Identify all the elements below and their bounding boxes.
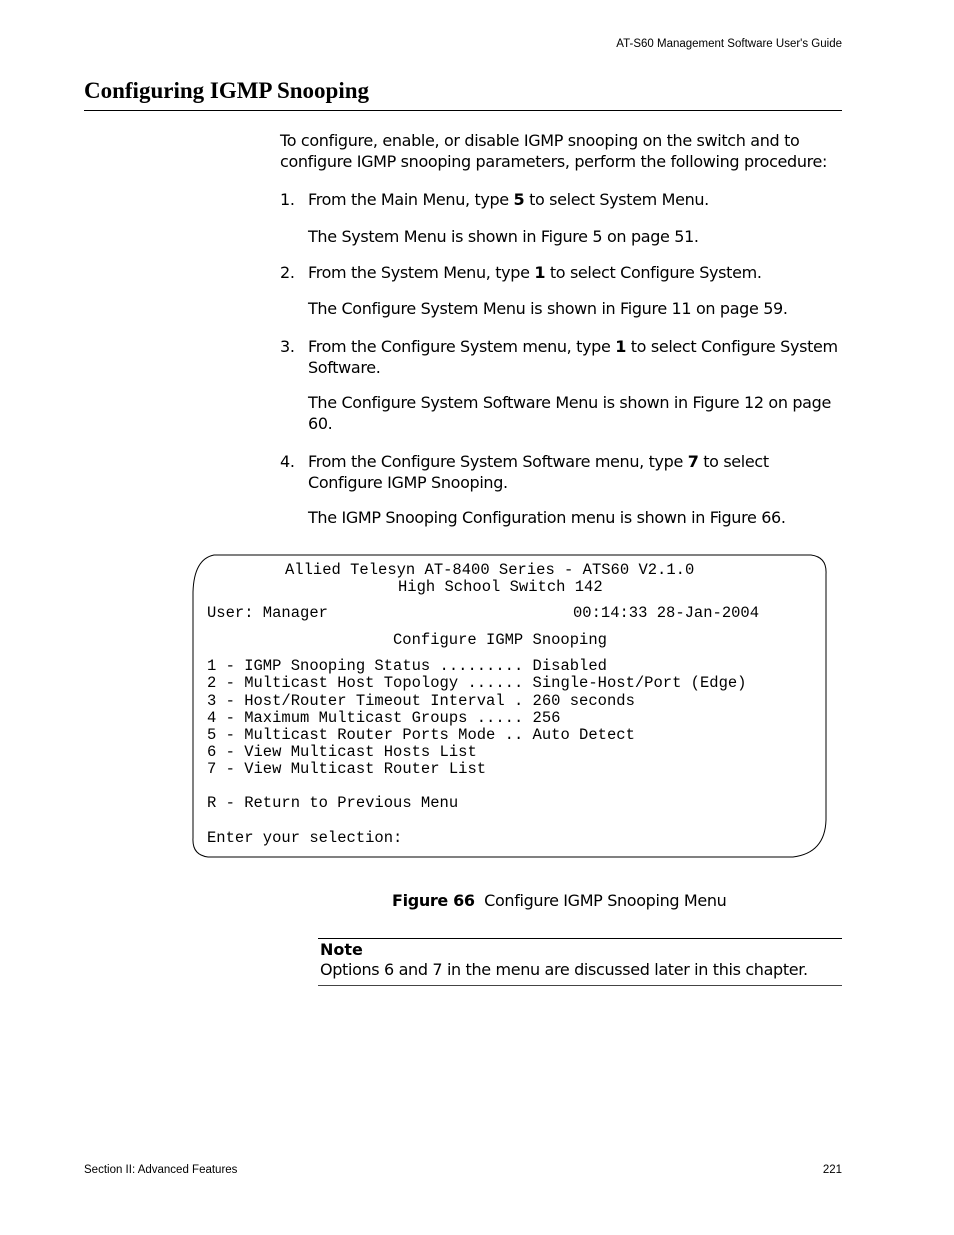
step-number: 2.: [280, 263, 295, 282]
terminal-prompt[interactable]: Enter your selection:: [207, 829, 403, 847]
step-1-result: The System Menu is shown in Figure 5 on page 51.: [308, 227, 699, 246]
menu-key: 1: [615, 337, 627, 356]
step-4-result: The IGMP Snooping Configuration menu is shown in Figure 66.: [308, 508, 786, 527]
step-2-result: The Configure System Menu is shown in Figure 11 on page 59.: [308, 299, 788, 318]
terminal-user: User: Manager: [207, 604, 328, 622]
note-text: Options 6 and 7 in the menu are discussed later in this chapter.: [320, 960, 808, 979]
page-number: 221: [822, 1164, 842, 1176]
step-number: 1.: [280, 190, 295, 209]
step-number: 4.: [280, 452, 295, 471]
menu-option-host-router-timeout[interactable]: 3 - Host/Router Timeout Interval . 260 seconds: [207, 692, 635, 710]
intro-paragraph: To configure, enable, or disable IGMP snooping on the switch and to configure IGMP snooping parameters, perform the following procedure:: [280, 131, 828, 171]
footer-section: Section II: Advanced Features: [84, 1164, 238, 1176]
note-heading: Note: [320, 940, 363, 959]
step-text: From the Main Menu, type 5 to select System Menu.: [308, 190, 709, 209]
menu-option-view-router-list[interactable]: 7 - View Multicast Router List: [207, 760, 487, 778]
menu-option-view-hosts-list[interactable]: 6 - View Multicast Hosts List: [207, 743, 477, 761]
running-header: AT-S60 Management Software User's Guide: [616, 38, 842, 50]
step-3-result: The Configure System Software Menu is shown in Figure 12 on page 60.: [308, 393, 831, 433]
terminal-switch-name: High School Switch 142: [398, 578, 603, 596]
step-text: From the System Menu, type 1 to select Configure System.: [308, 263, 762, 282]
menu-key: 7: [687, 452, 699, 471]
figure-caption-text: Configure IGMP Snooping Menu: [484, 891, 727, 910]
note-bottom-rule: [318, 985, 842, 986]
step-number: 3.: [280, 337, 295, 356]
menu-option-maximum-multicast-groups[interactable]: 4 - Maximum Multicast Groups ..... 256: [207, 709, 561, 727]
note-top-rule: [318, 938, 842, 939]
menu-key: 1: [534, 263, 546, 282]
menu-key: 5: [513, 190, 525, 209]
terminal-product-line: Allied Telesyn AT-8400 Series - ATS60 V2.1.0: [285, 561, 695, 579]
figure-label: Figure 66: [392, 891, 475, 910]
terminal-menu-title: Configure IGMP Snooping: [393, 631, 607, 649]
step-text: From the Configure System menu, type 1 to select Configure System Software.: [308, 337, 838, 377]
section-title: Configuring IGMP Snooping: [84, 78, 370, 103]
step-text: From the Configure System Software menu, type 7 to select Configure IGMP Snooping.: [308, 452, 769, 492]
menu-option-igmp-snooping-status[interactable]: 1 - IGMP Snooping Status ......... Disabled: [207, 657, 607, 675]
terminal-datetime: 00:14:33 28-Jan-2004: [573, 604, 760, 622]
menu-option-return[interactable]: R - Return to Previous Menu: [207, 794, 459, 812]
figure-caption: [392, 891, 726, 910]
menu-option-multicast-host-topology[interactable]: 2 - Multicast Host Topology ...... Single-Host/Port (Edge): [207, 674, 747, 692]
menu-option-router-ports-mode[interactable]: 5 - Multicast Router Ports Mode .. Auto Detect: [207, 726, 635, 744]
